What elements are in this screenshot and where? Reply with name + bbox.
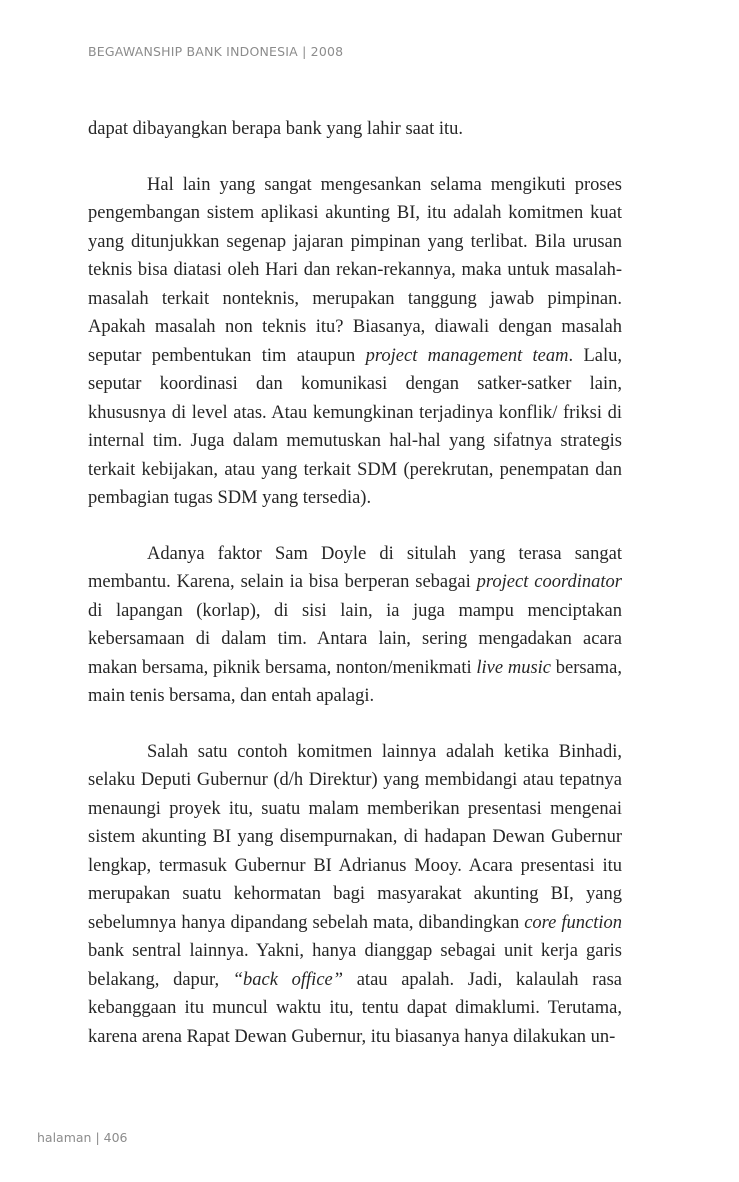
- paragraph-4-text-3: atau apalah. Jadi, kalaulah rasa kebanggaan itu muncul waktu itu, tentu dapat dimaklumi. Terutama, karena arena Rapat Dewan Gubernur, itu biasanya hanya dilakukan un-: [88, 969, 623, 1047]
- paragraph-3-text-2: di lapangan (korlap), di sisi lain, ia juga mampu menciptakan kebersamaan di dalam tim. Antara lain, sering mengadakan acara makan bersama, piknik bersama, nonton/menikmati: [88, 600, 622, 678]
- paragraph-3: [88, 540, 622, 711]
- paragraph-4-italic-2: “back office”: [232, 969, 344, 990]
- body-text: [88, 115, 622, 1078]
- paragraph-2-text-2: . Lalu, seputar koordinasi dan komunikasi dengan satker-satker lain, khususnya di level atas. Atau kemungkinan terjadinya konflik/ friksi di internal tim. Juga dalam memutuskan hal-hal yang sifatnya strategis terkait kebijakan, atau yang terkait SDM (perekrutan, penempatan dan pembagian tugas SDM yang tersedia).: [88, 345, 622, 508]
- paragraph-4-italic-1: core function: [524, 912, 622, 933]
- paragraph-3-text-1: Adanya faktor Sam Doyle di situlah yang terasa sangat membantu. Karena, selain ia bisa berperan sebagai: [88, 543, 622, 592]
- paragraph-2-italic-1: project management team: [365, 345, 569, 366]
- paragraph-4-text-1: Salah satu contoh komitmen lainnya adalah ketika Binhadi, selaku Deputi Gubernur (d/h Direktur) yang membidangi atau tepatnya menaungi proyek itu, suatu malam memberikan presentasi mengenai sistem akunting BI yang disempurnakan, di hadapan Dewan Gubernur lengkap, termasuk Gubernur BI Adrianus Mooy. Acara presentasi itu merupakan suatu kehormatan bagi masyarakat akunting BI, yang sebelumnya hanya dipandang sebelah mata, dibandingkan: [88, 741, 622, 933]
- paragraph-3-italic-2: live music: [476, 657, 551, 678]
- paragraph-2: [88, 171, 622, 513]
- paragraph-2-text-1: Hal lain yang sangat mengesankan selama mengikuti proses pengembangan sistem aplikasi akunting BI, itu adalah komitmen kuat yang ditunjukkan segenap jajaran pimpinan yang terlibat. Bila urusan teknis bisa diatasi oleh Hari dan rekan-rekannya, maka untuk masalah-masalah terkait nonteknis, merupakan tanggung jawab pimpinan. Apakah masalah non teknis itu? Biasanya, diawali dengan masalah seputar pembentukan tim ataupun: [88, 174, 622, 366]
- paragraph-3-text-3: bersama, main tenis bersama, dan entah apalagi.: [88, 657, 622, 706]
- paragraph-1-text: dapat dibayangkan berapa bank yang lahir saat itu.: [88, 119, 463, 139]
- paragraph-4: [88, 738, 622, 1052]
- paragraph-1: [88, 115, 622, 144]
- page-number: halaman | 406: [37, 1130, 128, 1145]
- paragraph-3-italic-1: project coordinator: [476, 572, 622, 592]
- running-header: BEGAWANSHIP BANK INDONESIA | 2008: [88, 44, 344, 59]
- paragraph-4-text-2: bank sentral lainnya. Yakni, hanya dianggap sebagai unit kerja garis belakang, dapur,: [88, 941, 622, 990]
